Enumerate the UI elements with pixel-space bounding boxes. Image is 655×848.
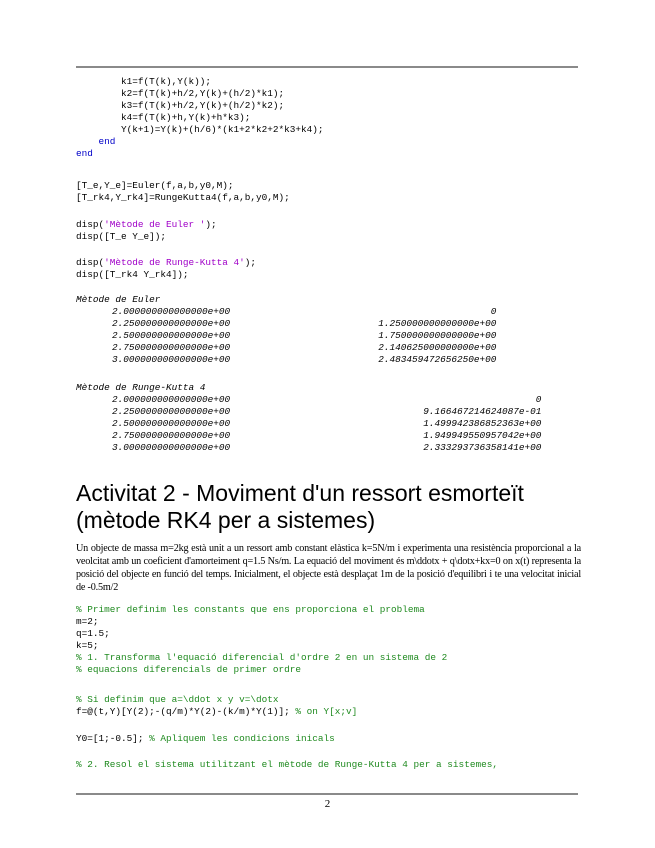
code-text: ); <box>205 219 217 230</box>
output-y: 1.250000000000000e+00 <box>378 318 497 329</box>
output-title: Mètode de Euler <box>76 294 161 305</box>
code-comment: % 1. Transforma l'equació diferencial d'ordre 2 en un sistema de 2 <box>76 652 448 663</box>
code-line: Y(k+1)=Y(k)+(h/6)*(k1+2*k2+2*k3+k4); <box>76 124 324 135</box>
code-block-function <box>76 694 357 718</box>
output-row <box>76 418 542 430</box>
output-t: 3.000000000000000e+00 <box>112 442 231 453</box>
code-block-disp-euler <box>76 219 217 243</box>
output-y: 0 <box>490 306 497 317</box>
output-row <box>76 442 542 454</box>
output-row <box>76 406 542 418</box>
code-line: q=1.5; <box>76 628 110 639</box>
output-row <box>76 318 497 330</box>
output-y: 1.949949550957042e+00 <box>423 430 542 441</box>
code-comment: % Si definim que a=\ddot x y v=\dotx <box>76 694 279 705</box>
output-row <box>76 342 497 354</box>
output-y: 2.483459472656250e+00 <box>378 354 497 365</box>
output-t: 2.000000000000000e+00 <box>112 394 231 405</box>
code-block-initial <box>76 733 335 745</box>
header-rule <box>76 66 578 68</box>
output-row <box>76 354 497 366</box>
output-t: 2.750000000000000e+00 <box>112 342 231 353</box>
output-y: 0 <box>535 394 542 405</box>
code-block-spring <box>76 604 447 676</box>
code-comment: % on Y[x;v] <box>295 706 358 717</box>
code-text: f=@(t,Y)[Y(2);-(q/m)*Y(2)-(k/m)*Y(1)]; <box>76 706 296 717</box>
code-line: k1=f(T(k),Y(k)); <box>76 76 212 87</box>
code-comment: % Apliquem les condicions inicals <box>149 733 335 744</box>
output-rk4 <box>76 382 542 454</box>
string-literal: 'Mètode de Runge-Kutta 4' <box>104 257 245 268</box>
output-row <box>76 306 497 318</box>
output-title: Mètode de Runge-Kutta 4 <box>76 382 206 393</box>
output-y: 9.166467214624087e-01 <box>423 406 542 417</box>
code-block-disp-rk4 <box>76 257 256 281</box>
code-block-calls <box>76 180 290 204</box>
output-t: 2.000000000000000e+00 <box>112 306 231 317</box>
code-block-rk4-loop <box>76 76 324 160</box>
code-text: disp( <box>76 257 105 268</box>
code-line: k=5; <box>76 640 99 651</box>
output-t: 2.500000000000000e+00 <box>112 330 231 341</box>
output-row <box>76 394 542 406</box>
footer-rule <box>76 793 578 795</box>
code-text: ); <box>244 257 257 268</box>
output-y: 1.750000000000000e+00 <box>378 330 497 341</box>
output-t: 2.500000000000000e+00 <box>112 418 231 429</box>
output-y: 2.140625000000000e+00 <box>378 342 497 353</box>
output-y: 2.333293736358141e+00 <box>423 442 542 453</box>
code-line: disp([T_rk4 Y_rk4]); <box>76 269 189 280</box>
keyword-end: end <box>76 148 93 159</box>
string-literal: 'Mètode de Euler ' <box>104 219 206 230</box>
page-number: 2 <box>324 798 331 810</box>
code-line: m=2; <box>76 616 99 627</box>
output-t: 2.250000000000000e+00 <box>112 406 231 417</box>
output-euler <box>76 294 497 366</box>
code-comment: % equacions diferencials de primer ordre <box>76 664 302 675</box>
code-line: k3=f(T(k)+h/2,Y(k)+(h/2)*k2); <box>76 100 285 111</box>
output-t: 2.750000000000000e+00 <box>112 430 231 441</box>
code-line: k4=f(T(k)+h,Y(k)+h*k3); <box>76 112 251 123</box>
keyword-end: end <box>76 136 116 147</box>
code-line: [T_e,Y_e]=Euler(f,a,b,y0,M); <box>76 180 234 191</box>
code-text: disp( <box>76 219 105 230</box>
code-line: disp([T_e Y_e]); <box>76 231 167 242</box>
code-comment: % Primer definim les constants que ens proporciona el problema <box>76 604 425 615</box>
output-t: 2.250000000000000e+00 <box>112 318 231 329</box>
code-comment: % 2. Resol el sistema utilitzant el mètode de Runge-Kutta 4 per a sistemes, <box>76 759 498 770</box>
code-line: [T_rk4,Y_rk4]=RungeKutta4(f,a,b,y0,M); <box>76 192 290 203</box>
output-y: 1.499942386852363e+00 <box>423 418 542 429</box>
code-block-step2 <box>76 759 498 771</box>
code-line: k2=f(T(k)+h/2,Y(k)+(h/2)*k1); <box>76 88 285 99</box>
output-row <box>76 430 542 442</box>
code-text: Y0=[1;-0.5]; <box>76 733 150 744</box>
output-t: 3.000000000000000e+00 <box>112 354 231 365</box>
section-heading: Activitat 2 - Moviment d'un ressort esmorteït (mètode RK4 per a sistemes) <box>76 480 524 533</box>
section-paragraph: Un objecte de massa m=2kg està unit a un ressort amb constant elàstica k=5N/m i experimenta una resistència proporcional a la veolcitat amb un coeficient d'amorteiment q=1.5 Ns/m. La equació del moviment és m\ddotx + q\dotx+kx=0 on x(t) representa la posició del objecte en funció del temps. Inicialment, el objecte està desplaçat 1m de la posició d'equilibri i te una velocitat inicial de -0.5m/2 <box>76 543 581 593</box>
output-row <box>76 330 497 342</box>
